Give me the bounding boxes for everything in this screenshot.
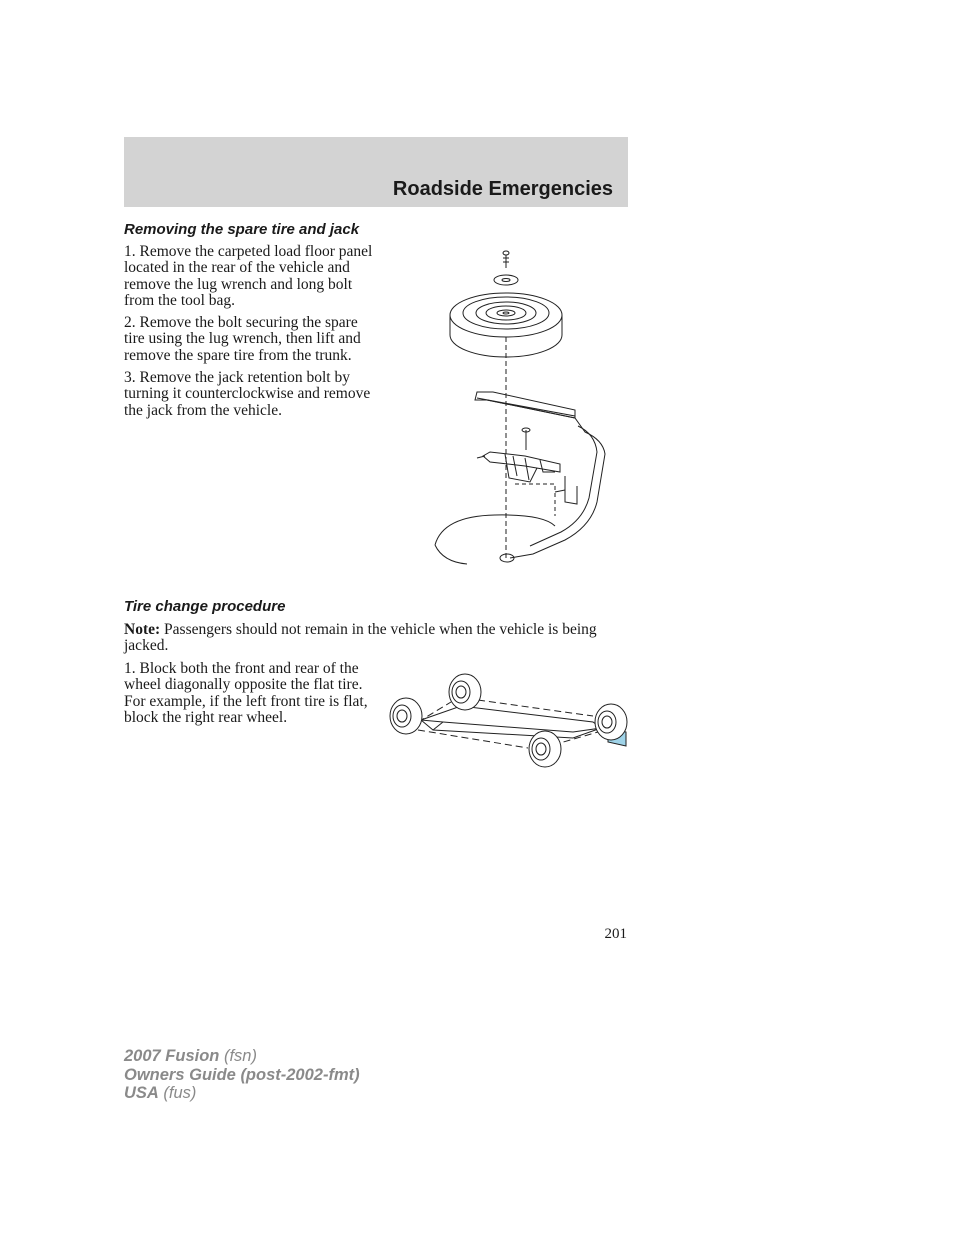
note-label: Note: [124,621,161,638]
footer-model-code: (fsn) [219,1047,257,1065]
footer-market: USA [124,1084,159,1102]
section-header-bar [124,137,628,207]
heading-removing-spare: Removing the spare tire and jack [124,221,360,238]
footer-market-code: (fus) [158,1084,197,1102]
step-1: 1. Remove the carpeted load floor panel located in the rear of the vehicle and remove the lug wrench and long bolt from the tool bag. [124,243,373,309]
document-footer [124,1047,360,1103]
tire-step-1: 1. Block both the front and rear of the wheel diagonally opposite the flat tire. For example, if the left front tire is flat, block the right rear wheel. [124,660,368,726]
footer-model: 2007 Fusion [124,1047,220,1065]
page-number: 201 [604,926,627,942]
wheel-block-illustration [383,670,633,772]
note-body: Passengers should not remain in the vehicle when the vehicle is being jacked. [124,621,597,655]
section-title: Roadside Emergencies [392,178,613,200]
tire-change-note [124,622,624,661]
heading-tire-change: Tire change procedure [124,598,286,615]
spare-tire-steps [124,244,382,425]
step-3: 3. Remove the jack retention bolt by turning it counterclockwise and remove the jack from the vehicle. [124,369,371,419]
footer-guide: Owners Guide (post-2002-fmt) [124,1065,360,1084]
tire-change-steps [124,661,376,732]
step-2: 2. Remove the bolt securing the spare tire using the lug wrench, then lift and remove the spare tire from the trunk. [124,314,361,364]
spare-tire-jack-illustration [425,240,625,570]
